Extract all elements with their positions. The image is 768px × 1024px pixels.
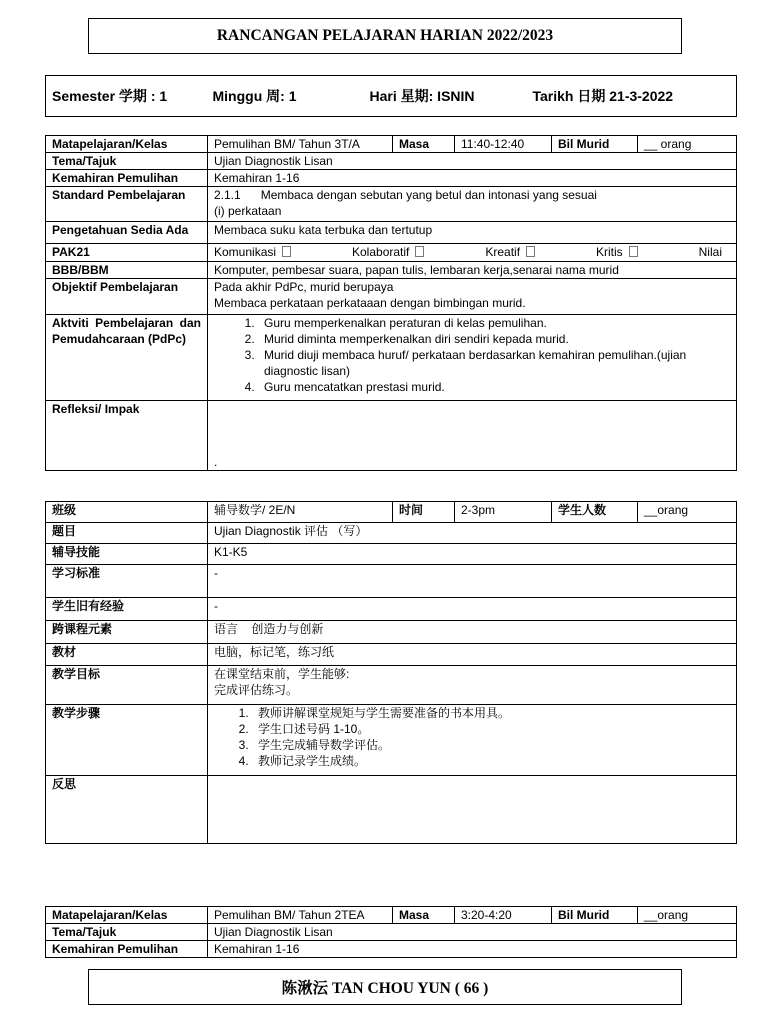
objective-label: 教学目标 bbox=[46, 666, 208, 705]
subject-label: Matapelajaran/Kelas bbox=[46, 136, 208, 153]
reflection-label: Refleksi/ Impak bbox=[46, 401, 208, 471]
topic-value: Ujian Diagnostik 评估 （写） bbox=[208, 523, 737, 544]
student-count-value: __orang bbox=[638, 502, 737, 523]
list-item: 2. 学生口述号码 1-10。 bbox=[252, 721, 730, 737]
objective-label: Objektif Pembelajaran bbox=[46, 279, 208, 315]
semester-label: Semester 学期 : 1 bbox=[52, 88, 168, 104]
checkbox-icon bbox=[415, 246, 424, 257]
list-item: 4. 教师记录学生成绩。 bbox=[252, 753, 730, 769]
lesson-plan-table-2 bbox=[45, 501, 737, 844]
time-value: 2-3pm bbox=[455, 502, 552, 523]
objective-value bbox=[208, 279, 737, 315]
materials-label: BBB/BBM bbox=[46, 262, 208, 279]
student-count-label: Bil Murid bbox=[552, 136, 638, 153]
time-label: Masa bbox=[393, 907, 455, 924]
list-item: 1. 教师讲解课堂规矩与学生需要准备的书本用具。 bbox=[252, 705, 730, 721]
skill-label: 辅导技能 bbox=[46, 544, 208, 565]
student-count-label: Bil Murid bbox=[552, 907, 638, 924]
list-item: 1. Guru memperkenalkan peraturan di kelas pemulihan. bbox=[258, 315, 730, 331]
standard-label: Standard Pembelajaran bbox=[46, 187, 208, 222]
student-count-label: 学生人数 bbox=[552, 502, 638, 523]
standard-value: - bbox=[208, 565, 737, 598]
pak21-item: Nilai bbox=[698, 245, 722, 259]
checkbox-icon bbox=[526, 246, 535, 257]
prior-knowledge-value: - bbox=[208, 598, 737, 621]
prior-knowledge-label: 学生旧有经验 bbox=[46, 598, 208, 621]
list-item: 4. Guru mencatatkan prestasi murid. bbox=[258, 379, 730, 395]
list-item: 3. Murid diuji membaca huruf/ perkataan berdasarkan kemahiran pemulihan.(ujian diagnostic lisan) bbox=[258, 347, 730, 379]
steps-list bbox=[208, 705, 737, 776]
theme-value: Ujian Diagnostik Lisan bbox=[208, 153, 737, 170]
skill-value: Kemahiran 1-16 bbox=[208, 170, 737, 187]
materials-label: 教材 bbox=[46, 644, 208, 666]
theme-value: Ujian Diagnostik Lisan bbox=[208, 924, 737, 941]
date-label: Tarikh 日期 21-3-2022 bbox=[532, 88, 674, 104]
week-label: Minggu 周: 1 bbox=[212, 88, 297, 104]
subject-value: Pemulihan BM/ Tahun 3T/A bbox=[208, 136, 393, 153]
checkbox-icon bbox=[629, 246, 638, 257]
subject-label: Matapelajaran/Kelas bbox=[46, 907, 208, 924]
list-item: 3. 学生完成辅导数学评估。 bbox=[252, 737, 730, 753]
pak21-item: Kolaboratif bbox=[352, 244, 424, 260]
lesson-plan-table-1 bbox=[45, 135, 737, 471]
student-count-value: __ orang bbox=[638, 136, 737, 153]
time-label: Masa bbox=[393, 136, 455, 153]
objective-value bbox=[208, 666, 737, 705]
lesson-plan-table-3 bbox=[45, 906, 737, 958]
pak21-items bbox=[208, 244, 737, 262]
time-label: 时间 bbox=[393, 502, 455, 523]
standard-value bbox=[208, 187, 737, 222]
objective-line-2: Membaca perkataan perkataaan dengan bimbingan murid. bbox=[214, 296, 526, 310]
time-value: 11:40-12:40 bbox=[455, 136, 552, 153]
theme-label: Tema/Tajuk bbox=[46, 153, 208, 170]
objective-line-1: Pada akhir PdPc, murid berupaya bbox=[214, 280, 394, 294]
materials-value: 电脑，标记笔，练习纸 bbox=[208, 644, 737, 666]
skill-value: K1-K5 bbox=[208, 544, 737, 565]
pak21-item: Komunikasi bbox=[214, 244, 291, 260]
student-count-value: __orang bbox=[638, 907, 737, 924]
subject-value: Pemulihan BM/ Tahun 2TEA bbox=[208, 907, 393, 924]
standard-line-1: 2.1.1 Membaca dengan sebutan yang betul dan intonasi yang sesuai bbox=[214, 188, 597, 202]
pak21-item: Kritis bbox=[596, 244, 638, 260]
class-value: 辅导数学/ 2E/N bbox=[208, 502, 393, 523]
pak21-item: Kreatif bbox=[485, 244, 535, 260]
day-label: Hari 星期: ISNIN bbox=[369, 88, 475, 104]
standard-label: 学习标准 bbox=[46, 565, 208, 598]
theme-label: Tema/Tajuk bbox=[46, 924, 208, 941]
materials-value: Komputer, pembesar suara, papan tulis, lembaran kerja,senarai nama murid bbox=[208, 262, 737, 279]
prior-knowledge-value: Membaca suku kata terbuka dan tertutup bbox=[208, 222, 737, 244]
activity-label: Aktviti Pembelajaran dan Pemudahcaraan (PdPc) bbox=[46, 315, 208, 401]
steps-label: 教学步骤 bbox=[46, 705, 208, 776]
reflection-label: 反思 bbox=[46, 776, 208, 844]
time-value: 3:20-4:20 bbox=[455, 907, 552, 924]
author-footer: 陈湫沄 TAN CHOU YUN ( 66 ) bbox=[88, 969, 682, 1005]
cross-curricular-value: 语言 创造力与创新 bbox=[208, 621, 737, 644]
skill-label: Kemahiran Pemulihan bbox=[46, 941, 208, 958]
activity-list bbox=[208, 315, 737, 401]
reflection-value: . bbox=[208, 401, 737, 471]
prior-knowledge-label: Pengetahuan Sedia Ada bbox=[46, 222, 208, 244]
checkbox-icon bbox=[282, 246, 291, 257]
standard-line-2: (i) perkataan bbox=[214, 204, 282, 218]
reflection-value bbox=[208, 776, 737, 844]
skill-label: Kemahiran Pemulihan bbox=[46, 170, 208, 187]
objective-line-2: 完成评估练习。 bbox=[214, 683, 299, 697]
class-label: 班级 bbox=[46, 502, 208, 523]
topic-label: 题目 bbox=[46, 523, 208, 544]
skill-value: Kemahiran 1-16 bbox=[208, 941, 737, 958]
cross-curricular-label: 跨课程元素 bbox=[46, 621, 208, 644]
pak21-label: PAK21 bbox=[46, 244, 208, 262]
objective-line-1: 在课堂结束前，学生能够: bbox=[214, 667, 350, 681]
list-item: 2. Murid diminta memperkenalkan diri sendiri kepada murid. bbox=[258, 331, 730, 347]
page-title: RANCANGAN PELAJARAN HARIAN 2022/2023 bbox=[88, 18, 682, 54]
header-table bbox=[45, 75, 737, 117]
